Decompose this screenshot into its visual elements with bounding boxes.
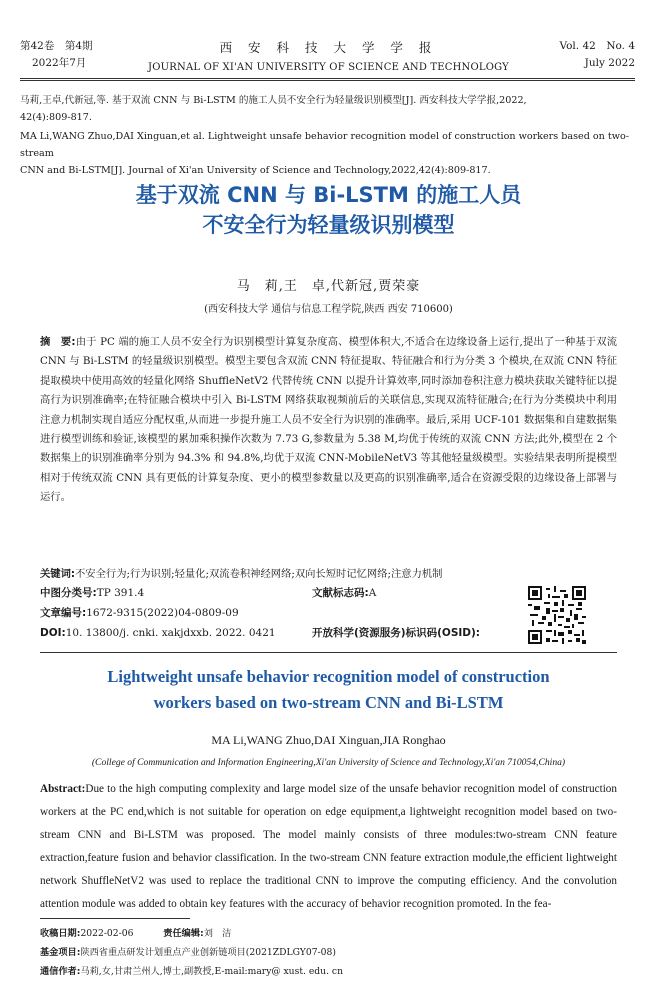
title-en-line2: workers based on two-stream CNN and Bi-LSTM — [153, 693, 504, 712]
editor-value: 刘 洁 — [203, 928, 232, 939]
title-cn-line2: 不安全行为轻量级识别模型 — [202, 213, 455, 237]
volume-issue-cn: 第42卷 第4期 — [20, 40, 93, 52]
abstract-cn-text: 由于 PC 端的施工人员不安全行为识别模型计算复杂度高、模型体积大,不适合在边缘设备上运行,提出了一种基于双流 CNN 与 Bi-LSTM 的轻量级识别模型。模型主要包含双流 CNN 特征提取、特征融合和行为分类 3 个模块,在双流 CNN 特征提取模块中使用高效的轻量化网络 ShuffleNetV2 代替传统 CNN 以提升计算效率,同时添加卷积注意力模块获取关键特征以提高行为识别准确率;在特征融合模块中引入 Bi-LSTM 网络获取视频前后的关联信息,实现双流特征融合;在行为分类模块中利用注意力机制实现自适应分配权重,从而进一步提升施工人员不安全行为识别的准确率。最后,采用 UCF-101 数据集和自建数据集进行模型训练和验证,该模型的累加乘积操作次数为 7.73 G,参数量为 5.38 M,均优于传统的双流 CNN 方法;此外,模型在 2 个数据集上的识别准确率分别为 94.3% 和 94.8%,均优于双流 CNN-MobileNetV3 等其他轻量级模型。实验结果表明所提模型相对于传统双流 CNN 具有更低的计算复杂度、更小的模型参数量以及更高的识别准确率,适合在资源受限的边缘设备上部署与运行。 — [40, 336, 617, 504]
affiliation-cn: (西安科技大学 通信与信息工程学院,陕西 西安 710600) — [204, 304, 453, 315]
corresponding-author-label: 通信作者: — [40, 966, 81, 977]
received-value: 2022-02-06 — [80, 928, 134, 939]
keywords-cn-label: 关键词: — [40, 568, 76, 580]
title-cn-line1: 基于双流 CNN 与 Bi-LSTM 的施工人员 — [135, 183, 522, 207]
abstract-en-label: Abstract: — [40, 783, 86, 795]
doi-value: 10. 13800/j. cnki. xakjdxxb. 2022. 0421 — [65, 627, 276, 639]
document-code — [312, 584, 376, 602]
clc-value: TP 391.4 — [96, 587, 145, 599]
abstract-cn-label: 摘 要: — [40, 336, 76, 348]
abstract-cn — [40, 333, 617, 508]
doc-code-label: 文献标志码: — [312, 587, 369, 599]
osid — [312, 624, 480, 642]
section-divider — [40, 652, 617, 653]
date-en: July 2022 — [584, 57, 635, 69]
doi-label: DOI: — [40, 627, 66, 639]
clc-number — [40, 584, 144, 602]
authors-cn: 马 莉,王 卓,代新冠,贾荣豪 — [236, 279, 421, 294]
citation-en-line1: MA Li,WANG Zhuo,DAI Xinguan,et al. Lightweight unsafe behavior recognition model of construction workers based on two-stream — [20, 131, 629, 159]
keywords-cn-text: 不安全行为;行为识别;轻量化;双流卷积神经网络;双向长短时记忆网络;注意力机制 — [75, 568, 443, 580]
received-label: 收稿日期: — [40, 928, 81, 939]
footnote-corresponding-author — [40, 964, 635, 980]
clc-label: 中图分类号: — [40, 587, 97, 599]
page-title-en — [0, 664, 657, 716]
fund-label: 基金项目: — [40, 947, 81, 958]
article-number — [40, 604, 239, 622]
keywords-cn — [40, 565, 617, 583]
citation-cn-line2: 42(4):809-817. — [20, 112, 92, 123]
header-rule — [20, 78, 635, 79]
abstract-en-text: Due to the high computing complexity and large model size of the unsafe behavior recognition model of construction workers at the PC end,which is not suitable for operation on edge equipment,a lightweight recognition model based on two-stream CNN and Bi-LSTM was proposed. The model mainly consists of three modules:two-stream CNN feature extraction,feature fusion and behavior classification. In the two-stream CNN feature extraction module,the efficient lightweight network ShuffleNetV2 was used to replace the traditional CNN to improve the computing efficiency. And the convolution attention module was added to obtain key features with the accuracy of behavior recognition promoted. In the fea- — [40, 783, 617, 910]
qr-code-icon[interactable] — [528, 586, 586, 644]
doi — [40, 624, 276, 642]
footnote-rule — [40, 918, 190, 919]
header-rule-thin — [20, 80, 635, 81]
footnote-fund — [40, 945, 635, 961]
title-en-line1: Lightweight unsafe behavior recognition model of construction — [107, 667, 550, 686]
page-title-cn — [0, 180, 657, 240]
doc-code-value: A — [368, 587, 377, 599]
editor-label: 责任编辑: — [163, 928, 204, 939]
abstract-en — [40, 778, 617, 916]
corresponding-author-value: 马莉,女,甘肃兰州人,博士,副教授,E-mail:mary@ xust. edu. cn — [80, 966, 343, 977]
footnote-received — [40, 926, 635, 942]
journal-name-cn: 西 安 科 技 大 学 学 报 — [219, 40, 438, 55]
header-right — [559, 38, 635, 72]
volume-issue-en: Vol. 42 No. 4 — [559, 40, 635, 52]
article-number-label: 文章编号: — [40, 607, 87, 619]
date-cn: 2022年7月 — [32, 57, 87, 69]
citation-cn — [20, 92, 635, 126]
authors-en: MA Li,WANG Zhuo,DAI Xinguan,JIA Ronghao — [211, 733, 446, 747]
journal-name-en: JOURNAL OF XI'AN UNIVERSITY OF SCIENCE AND TECHNOLOGY — [148, 62, 509, 73]
affiliation-en: (College of Communication and Information Engineering,Xi'an University of Science and Technology,Xi'an 710054,China) — [91, 757, 566, 768]
article-number-value: 1672-9315(2022)04-0809-09 — [86, 607, 239, 619]
citation-en — [20, 128, 635, 179]
citation-cn-line1: 马莉,王卓,代新冠,等. 基于双流 CNN 与 Bi-LSTM 的施工人员不安全行为轻量级识别模型[J]. 西安科技大学学报,2022, — [20, 95, 527, 106]
fund-value: 陕西省重点研发计划重点产业创新链项目(2021ZDLGY07-08) — [80, 947, 336, 958]
osid-label: 开放科学(资源服务)标识码(OSID): — [312, 627, 481, 639]
citation-en-line2: CNN and Bi-LSTM[J]. Journal of Xi'an University of Science and Technology,2022,42(4):809-817. — [20, 165, 491, 176]
